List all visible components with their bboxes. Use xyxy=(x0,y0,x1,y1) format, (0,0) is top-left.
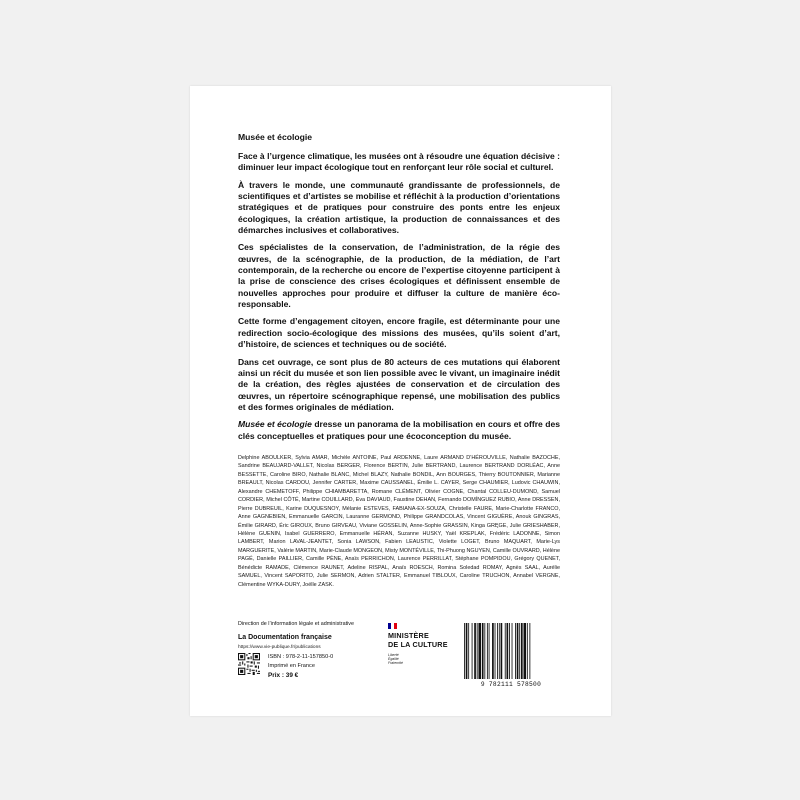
ministry-logo xyxy=(388,623,468,683)
ministry-line-2: DE LA CULTURE xyxy=(388,640,448,649)
motto-liberte: Liberté xyxy=(388,653,399,657)
book-title: Musée et écologie xyxy=(238,132,313,142)
back-cover-page xyxy=(190,86,611,716)
barcode-number: 9 782111 578500 xyxy=(480,681,542,688)
publisher-url: https://www.vie-publique.fr/publications xyxy=(238,645,321,650)
publisher-direction: Direction de l’information légale et administrative xyxy=(238,621,354,627)
motto-egalite: Égalité xyxy=(388,657,399,661)
summary-paragraph-6 xyxy=(238,419,560,442)
summary-paragraph-6-text: dresse un panorama de la mobilisation en cours et offre des clés conceptuelles et pratiques pour une écoconception du musée. xyxy=(238,419,560,441)
price: Prix : 39 € xyxy=(268,672,299,679)
authors-list: Delphine ABOULKER, Sylvia AMAR, Michèle ANTOINE, Paul ARDENNE, Laure ARMAND D’HÉROUVILLE, Nathalie BAZOCHE, Sandrine BEAUJARD-VALLET, Nicolas BERGER, Florence BERTIN, Julie BERTRAND, Laurence BERTRAND DORLÉAC, Anne BESSETTE, Caroline BIRO, Nathalie BLANC, Michel BLAZY, Nathalie BONDIL, Ann BOURGES, Thierry BOUTONNIER, Marianne BREAULT, Nicolas CARDOU, Jennifer CARTER, Maxime CAUSSANEL, Émilie L. CAYER, Serge CHAUMIER, Ludovic CHAUWIN, Alexandre CHEMETOFF, Philippe CHIAMBARETTA, Romane CLÉMENT, Olivier COGNE, Chantal COLLEU-DUMOND, Samuel CORDIER, Michel CÔTÉ, Martine COUILLARD, Eva DAVIAUD, Faustine DEHAN, Fernando DOMÍNGUEZ RUBIO, Anne DRESSEN, Pierre DUBREUIL, Karine DUQUESNOY, Mélanie ESTEVES, FABIANA-EX-SOUZA, Christelle FAURE, Marie-Charlotte FRANCO, Anne GAGNEBIEN, Emmanuelle GARCIN, Lauranne GERMOND, Philippe GRANDCOLAS, Vincent GIGUÈRE, Anouk GINGRAS, Émilie GIRARD, Éric GIROUX, Bruno GIRVEAU, Viviane GOSSELIN, Anne-Sophie GRASSIN, Kinga GRĘGE, Julie GRIESHABER, Hélène GUENIN, Isabel GUERRERO, Emmanuelle HÉRAN, Suzanne HUSKY, Yaël KREPLAK, Frédéric LADONNE, Simon LAMBERT, Marion LAVAL-JEANTET, Sonia LAWSON, Fabien LEAUSTIC, Violette LOGET, Bruno MAQUART, Marie-Lys MARGUERITE, Valérie MARTIN, Marie-Claude MONGEON, Misty MONTÉVILLE, Thi-Phuong NGUYEN, Camille OUVRARD, Hélène PAGÉ, Danielle PAILLIER, Camille PÈNE, Anaïs PERRICHON, Laurence PERRILLAT, Stéphane POMPIDOU, Grégory QUENET, Bénédicte RAMADE, Clémence RAUNET, Adeline RISPAL, Anaïs ROESCH, Romina Soledad ROMAY, Agnès SAAL, Aurélie SAMUEL, Vincent SAPORITO, Julie SERMON, Adrien STALTER, Emmanuel TIBLOUX, Caroline TRUCHON, Annabel VERGNE, Clémentine WYKA-DURY, Joëlle ZASK. xyxy=(238,454,560,588)
summary-paragraph-2: À travers le monde, une communauté grandissante de professionnels, de scientifiques et d’artistes se mobilise et réfléchit à la production d’orientations stratégiques et de pratiques pour construire des ponts entre les enjeux écologiques, la création artistique, la production de connaissances et des démarches inclusives et collaboratives. xyxy=(238,179,560,236)
cover-footer xyxy=(238,621,560,691)
back-cover-text xyxy=(238,132,560,589)
motto-fraternite: Fraternité xyxy=(388,661,403,665)
summary-paragraph-1: Face à l’urgence climatique, les musées ont à résoudre une équation décisive : diminuer leur impact écologique tout en renforçant leur rôle social et culturel. xyxy=(238,151,560,173)
french-flag-icon xyxy=(388,623,397,629)
barcode-icon xyxy=(464,623,558,679)
summary-paragraph-4: Cette forme d’engagement citoyen, encore fragile, est déterminante pour une redirection socio-écologique des missions des musées, qu’ils soient d’art, d’histoire, de sciences et techniques ou de société. xyxy=(238,316,560,350)
qr-code-icon xyxy=(238,653,260,675)
publisher-name: La Documentation française xyxy=(238,634,332,641)
isbn: ISBN : 978-2-11-157850-0 xyxy=(268,654,334,660)
summary-paragraph-3: Ces spécialistes de la conservation, de l’administration, de la régie des œuvres, de la scénographie, de la production, de la médiation, de l’art contemporain, de la recherche ou encore de l’expertise citoyenne participent à la prise de conscience des crises écologiques et définissent ensemble de nouvelles approches pour produire et diffuser la culture de manière éco-responsable. xyxy=(238,242,560,310)
summary-paragraph-5: Dans cet ouvrage, ce sont plus de 80 acteurs de ces mutations qui élaborent ainsi un récit du musée et son lien possible avec le vivant, un imaginaire inédit de la création, des règles ajustées de conservation et de circulation des œuvres, un répertoire scénographique repensé, une mobilisation des publics et des formes originales de médiation. xyxy=(238,356,560,412)
summary-italic-title: Musée et écologie xyxy=(238,419,312,430)
printed-in: Imprimé en France xyxy=(268,663,315,669)
ministry-line-1: MINISTÈRE xyxy=(388,631,429,640)
